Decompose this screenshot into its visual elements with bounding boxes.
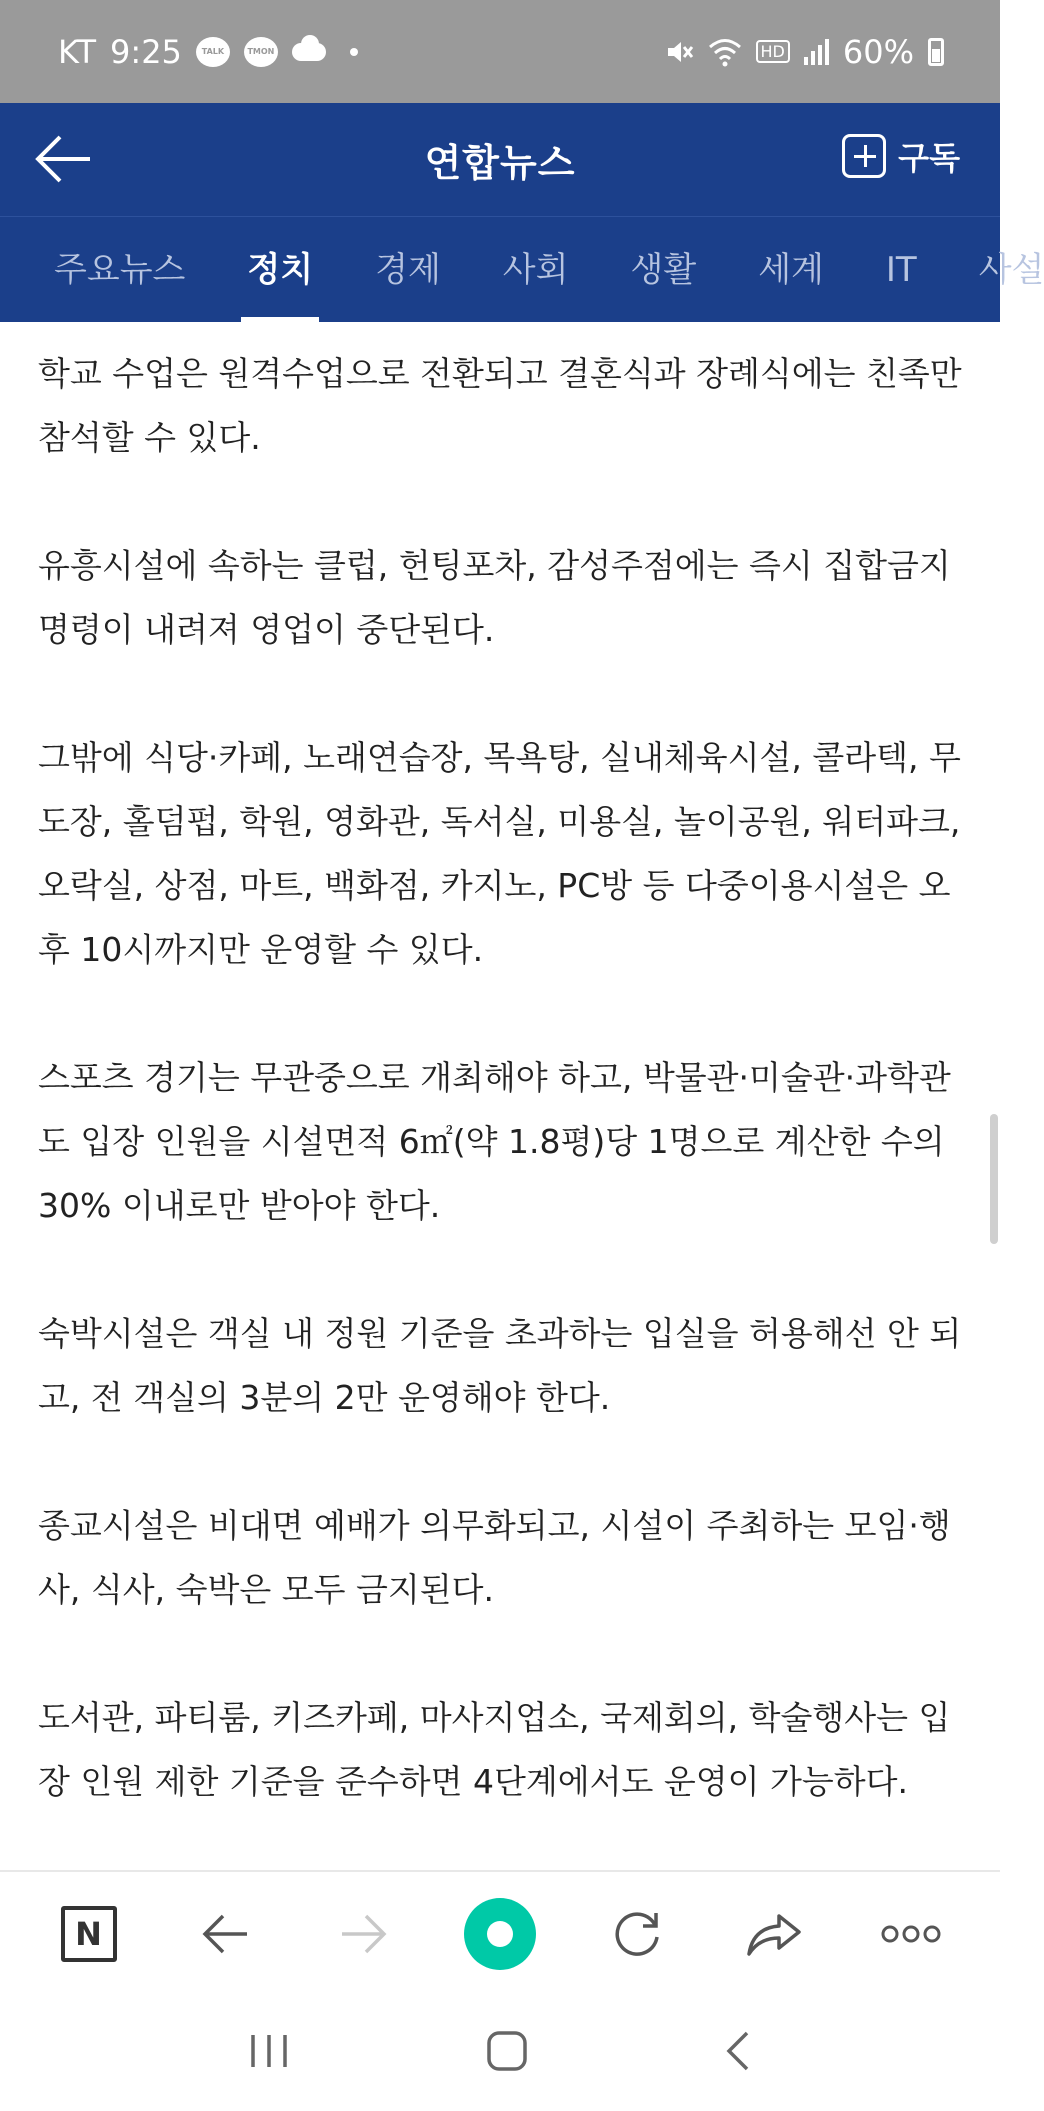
system-back-button[interactable] [723,2029,753,2077]
tab-main-news[interactable]: 주요뉴스 [54,249,186,290]
scrollbar-thumb[interactable] [990,1114,998,1244]
category-tabs [0,216,1044,322]
refresh-icon [610,1907,664,1961]
tab-economy[interactable]: 경제 [375,249,441,290]
article-paragraph: 도서관, 파티룸, 키즈카페, 마사지업소, 국제회의, 학술행사는 입장 인원 제한 기준을 준수하면 4단계에서도 운영이 가능하다. [38,1698,951,1801]
chevron-left-icon [723,2029,753,2073]
back-arrow-icon [34,133,94,185]
tab-life[interactable]: 생활 [630,249,697,290]
battery-percent: 60% [842,32,914,71]
naver-home-icon: N [61,1906,117,1962]
share-icon [745,1910,803,1958]
cloud-icon [292,43,326,61]
status-bar [0,0,1000,103]
hd-voice-icon: HD [756,40,790,63]
refresh-button[interactable] [597,1894,677,1974]
kakaotalk-notification-icon: TALK [196,37,230,67]
home-button[interactable] [485,2029,529,2077]
mute-icon [664,37,694,67]
article-paragraph: 학교 수업은 원격수업으로 전환되고 결혼식과 장례식에는 친족만 참석할 수 있다. [38,354,962,457]
browser-toolbar [0,1870,1000,1995]
app-title: 연합뉴스 [424,141,576,185]
more-icon [880,1924,942,1944]
article-paragraph: 스포츠 경기는 무관중으로 개최해야 하고, 박물관·미술관·과학관도 입장 인원을 시설면적 6㎡(약 1.8평)당 1명으로 계산한 수의 30% 이내로만 받아야 한다. [38,1058,951,1225]
tab-politics[interactable]: 정치 [247,217,313,323]
article-paragraph: 숙박시설은 객실 내 정원 기준을 초과하는 입실을 허용해선 안 되고, 전 객실의 3분의 2만 운영해야 한다. [38,1314,962,1417]
tab-editorial[interactable]: 사설 [978,249,1044,290]
tab-it[interactable]: IT [885,249,917,290]
more-button[interactable] [871,1894,951,1974]
tab-world[interactable]: 세계 [758,249,824,290]
back-arrow-icon [201,1912,251,1956]
share-button[interactable] [734,1894,814,1974]
battery-icon [928,38,944,66]
signal-icon [804,39,829,65]
clock: 9:25 [110,32,182,71]
app-header [0,103,1000,216]
article-body [0,322,1000,1870]
carrier-label: KT [58,32,97,71]
more-notifications-dot-icon [350,48,358,56]
forward-arrow-icon [338,1912,388,1956]
article-paragraph: 그밖에 식당·카페, 노래연습장, 목욕탕, 실내체육시설, 콜라텍, 무도장, 홀덤펍, 학원, 영화관, 독서실, 미용실, 놀이공원, 워터파크, 오락실, 상점, 마트, 백화점, 카지노, PC방 등 다중이용시설은 오후 10시까지만 운영할 수 있다. [38,738,961,969]
forward-nav-button[interactable] [323,1894,403,1974]
home-icon [485,2029,529,2073]
tab-society[interactable]: 사회 [502,249,569,290]
status-right [664,33,944,71]
tmon-notification-icon: TMON [244,37,278,67]
wifi-icon [708,37,742,67]
back-nav-button[interactable] [186,1894,266,1974]
subscribe-button[interactable] [842,133,960,179]
green-dot-button[interactable] [460,1894,540,1974]
subscribe-label: 구독 [898,139,960,177]
recent-apps-icon [247,2031,291,2071]
article-paragraph: 종교시설은 비대면 예배가 의무화되고, 시설이 주최하는 모임·행사, 식사, 숙박은 모두 금지된다. [38,1506,951,1609]
recent-apps-button[interactable] [247,2031,291,2075]
status-left [58,33,358,71]
article-paragraph: 유흥시설에 속하는 클럽, 헌팅포차, 감성주점에는 즉시 집합금지 명령이 내려져 영업이 중단된다. [38,546,951,649]
green-dot-icon [464,1898,536,1970]
naver-home-button[interactable] [49,1894,129,1974]
back-button[interactable] [34,133,94,185]
plus-icon [842,134,886,178]
system-nav-bar [0,1995,1000,2111]
